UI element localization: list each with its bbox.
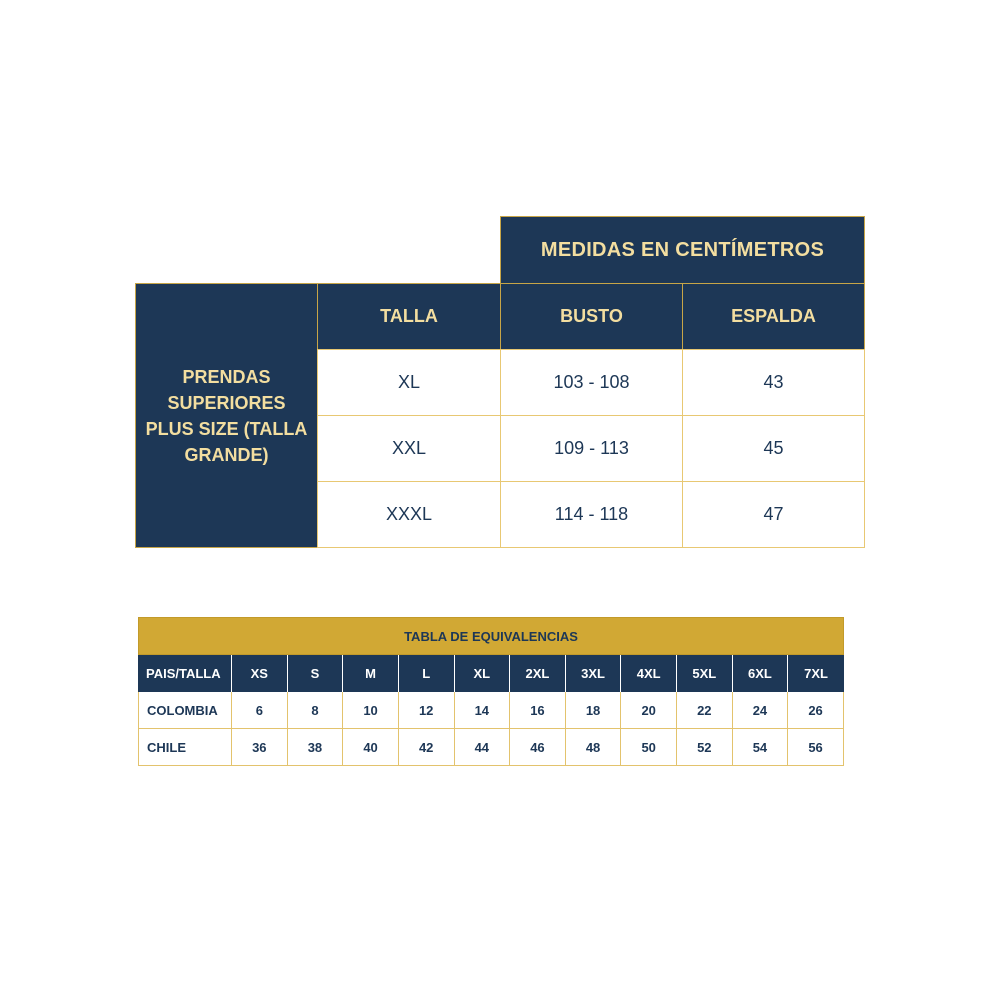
equivalence-row-colombia [138, 692, 844, 729]
size-value-cell: 48 [566, 729, 622, 766]
header-cell-country: PAIS/TALLA [138, 655, 232, 692]
header-cell-size: 2XL [510, 655, 566, 692]
size-value-cell: 6 [232, 692, 288, 729]
size-value-cell: 52 [677, 729, 733, 766]
equivalence-row-chile [138, 729, 844, 766]
column-header-talla: TALLA [317, 283, 501, 350]
header-cell-size: 4XL [621, 655, 677, 692]
header-cell-size: 6XL [733, 655, 789, 692]
bust-cell: 103 - 108 [500, 349, 683, 416]
header-cell-size: 7XL [788, 655, 844, 692]
size-value-cell: 54 [733, 729, 789, 766]
size-value-cell: 8 [288, 692, 344, 729]
units-header: MEDIDAS EN CENTÍMETROS [500, 216, 865, 284]
size-cell: XL [317, 349, 501, 416]
size-value-cell: 46 [510, 729, 566, 766]
equivalence-header-row [138, 655, 844, 692]
bust-cell: 114 - 118 [500, 481, 683, 548]
column-header-busto: BUSTO [500, 283, 683, 350]
country-cell: COLOMBIA [138, 692, 232, 729]
size-value-cell: 12 [399, 692, 455, 729]
size-value-cell: 16 [510, 692, 566, 729]
country-cell: CHILE [138, 729, 232, 766]
size-value-cell: 50 [621, 729, 677, 766]
size-value-cell: 18 [566, 692, 622, 729]
size-value-cell: 44 [455, 729, 511, 766]
size-value-cell: 14 [455, 692, 511, 729]
back-cell: 47 [682, 481, 865, 548]
header-cell-size: M [343, 655, 399, 692]
header-cell-size: L [399, 655, 455, 692]
size-cell: XXL [317, 415, 501, 482]
header-cell-size: 3XL [566, 655, 622, 692]
size-value-cell: 40 [343, 729, 399, 766]
header-cell-size: XL [455, 655, 511, 692]
size-value-cell: 38 [288, 729, 344, 766]
header-cell-size: 5XL [677, 655, 733, 692]
equivalence-table [138, 617, 844, 766]
garment-category-label: PRENDAS SUPERIORES PLUS SIZE (TALLA GRANDE) [135, 283, 318, 548]
column-header-espalda: ESPALDA [682, 283, 865, 350]
size-value-cell: 36 [232, 729, 288, 766]
size-value-cell: 42 [399, 729, 455, 766]
size-value-cell: 56 [788, 729, 844, 766]
back-cell: 43 [682, 349, 865, 416]
header-cell-size: XS [232, 655, 288, 692]
size-value-cell: 20 [621, 692, 677, 729]
bust-cell: 109 - 113 [500, 415, 683, 482]
back-cell: 45 [682, 415, 865, 482]
size-value-cell: 24 [733, 692, 789, 729]
equivalence-table-title: TABLA DE EQUIVALENCIAS [138, 617, 844, 655]
header-cell-size: S [288, 655, 344, 692]
size-cell: XXXL [317, 481, 501, 548]
size-value-cell: 26 [788, 692, 844, 729]
size-value-cell: 10 [343, 692, 399, 729]
size-table [135, 216, 865, 548]
size-value-cell: 22 [677, 692, 733, 729]
